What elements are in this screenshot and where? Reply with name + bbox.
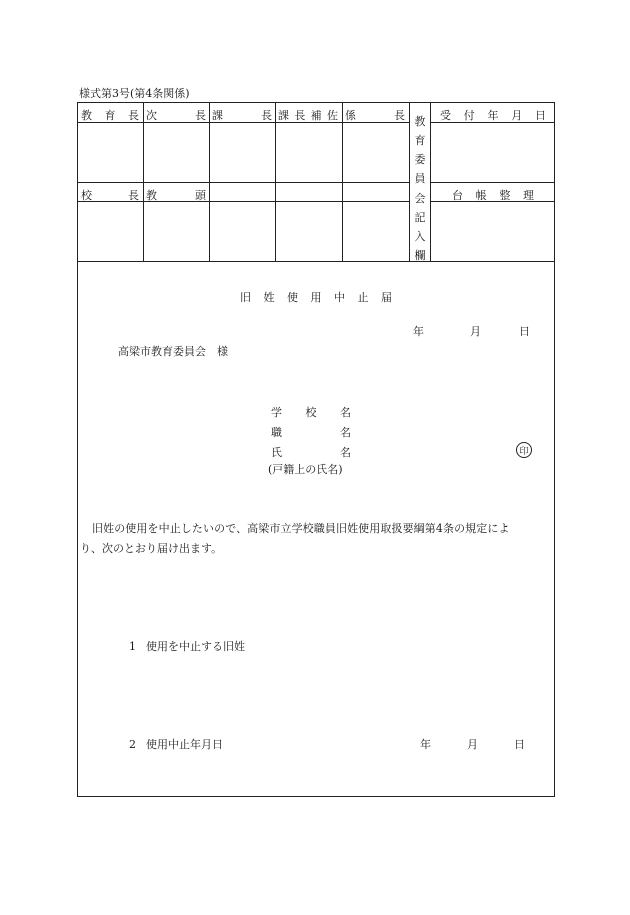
header-kocho: 校 長 bbox=[81, 189, 139, 202]
item1-number: 1 bbox=[129, 640, 136, 653]
item2-label: 使用中止年月日 bbox=[146, 738, 223, 751]
date-year: 年 bbox=[413, 325, 424, 338]
header-jicho: 次 長 bbox=[146, 109, 206, 122]
item2-year: 年 bbox=[420, 738, 431, 751]
item2-month: 月 bbox=[467, 738, 478, 751]
date-day: 日 bbox=[519, 325, 530, 338]
item2-number: 2 bbox=[129, 738, 136, 751]
header-kyoto: 教 頭 bbox=[146, 189, 206, 202]
name-label: 氏 名 bbox=[271, 446, 351, 459]
item1-label: 使用を中止する旧姓 bbox=[146, 640, 245, 653]
board-entry-label: 教 育 委 員 会 記 入 欄 bbox=[414, 115, 426, 262]
header-kakaricho: 係 長 bbox=[345, 109, 405, 122]
item2-day: 日 bbox=[514, 738, 525, 751]
seal-mark: 印 bbox=[516, 442, 532, 458]
header-daicho: 台 帳 整 理 bbox=[452, 189, 534, 202]
addressee: 高梁市教育委員会 様 bbox=[118, 345, 228, 358]
form-label: 様式第3号(第4条関係) bbox=[79, 87, 190, 100]
header-uketsuke: 受 付 年 月 日 bbox=[440, 109, 546, 122]
body-line-1: 旧姓の使用を中止したいので、高梁市立学校職員旧姓使用取扱要綱第4条の規定によ bbox=[92, 522, 510, 535]
header-kyouikucho: 教 育 長 bbox=[81, 109, 139, 122]
document-title: 旧 姓 使 用 中 止 届 bbox=[240, 291, 392, 304]
school-name-label: 学 校 名 bbox=[271, 406, 351, 419]
body-line-2: り、次のとおり届け出ます。 bbox=[80, 542, 223, 555]
date-month: 月 bbox=[470, 325, 481, 338]
header-kachohosa: 課 長 補 佐 bbox=[278, 109, 338, 122]
header-kacho: 課 長 bbox=[212, 109, 272, 122]
koseki-note: (戸籍上の氏名) bbox=[268, 463, 343, 476]
position-label: 職 名 bbox=[271, 426, 351, 439]
